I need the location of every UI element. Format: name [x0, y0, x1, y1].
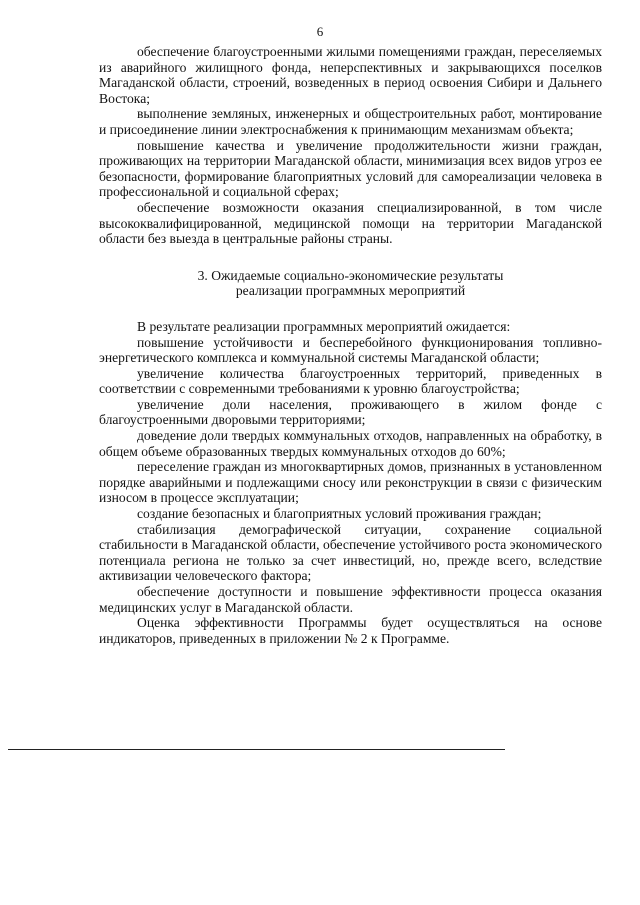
paragraph: стабилизация демографической ситуации, сохранение социальной стабильности в Магаданской области, обеспечение устойчивого роста экономического потенциала региона не только за счет инвестиций, но, прежде всего, вследствие активизации человеческого фактора;	[99, 521, 602, 584]
paragraph: выполнение земляных, инженерных и общестроительных работ, монтирование и присоединение линии электроснабжения к принимающим механизмам объекта;	[99, 106, 602, 137]
document-body	[99, 44, 602, 646]
paragraph: доведение доли твердых коммунальных отходов, направленных на обработку, в общем объеме образованных твердых коммунальных отходов до 60%;	[99, 428, 602, 459]
paragraph: обеспечение благоустроенными жилыми помещениями граждан, переселяемых из аварийного жилищного фонда, неперспективных и закрывающихся поселков Магаданской области, строений, возведенных в период освоения Сибири и Дальнего Востока;	[99, 44, 602, 106]
paragraph: В результате реализации программных мероприятий ожидается:	[137, 318, 511, 334]
paragraph: повышение устойчивости и бесперебойного функционирования топливно-энергетического комплекса и коммунальной системы Магаданской области;	[99, 334, 602, 366]
paragraph: обеспечение возможности оказания специализированной, в том числе высококвалифицированной, медицинской помощи на территории Магаданской области без выезда в центральные районы страны.	[99, 199, 602, 247]
paragraph: переселение граждан из многоквартирных домов, признанных в установленном порядке аварийными и подлежащими сносу или реконструкции в связи с физическим износом в процессе эксплуатации;	[99, 459, 602, 506]
section-heading	[99, 268, 602, 299]
page-number: 6	[316, 24, 324, 39]
paragraph: обеспечение доступности и повышение эффективности процесса оказания медицинских услуг в Магаданской области.	[99, 584, 602, 615]
paragraph: создание безопасных и благоприятных условий проживания граждан;	[137, 506, 542, 522]
paragraph: увеличение количества благоустроенных территорий, приведенных в соответствии с современными требованиями к уровню благоустройства;	[99, 365, 602, 397]
paragraph: увеличение доли населения, проживающего в жилом фонде с благоустроенными дворовыми территориями;	[99, 396, 602, 428]
horizontal-rule	[8, 749, 505, 750]
paragraph: Оценка эффективности Программы будет осуществляться на основе индикаторов, приведенных в приложении № 2 к Программе.	[99, 615, 602, 646]
section-heading-line-1: 3. Ожидаемые социально-экономические результаты	[197, 267, 504, 283]
section-heading-line-2: реализации программных мероприятий	[235, 283, 466, 299]
paragraph: повышение качества и увеличение продолжительности жизни граждан, проживающих на территории Магаданской области, минимизация всех видов угроз ее безопасности, формирование благоприятных условий для самореализации человека в профессиональной и социальной сферах;	[99, 137, 602, 200]
